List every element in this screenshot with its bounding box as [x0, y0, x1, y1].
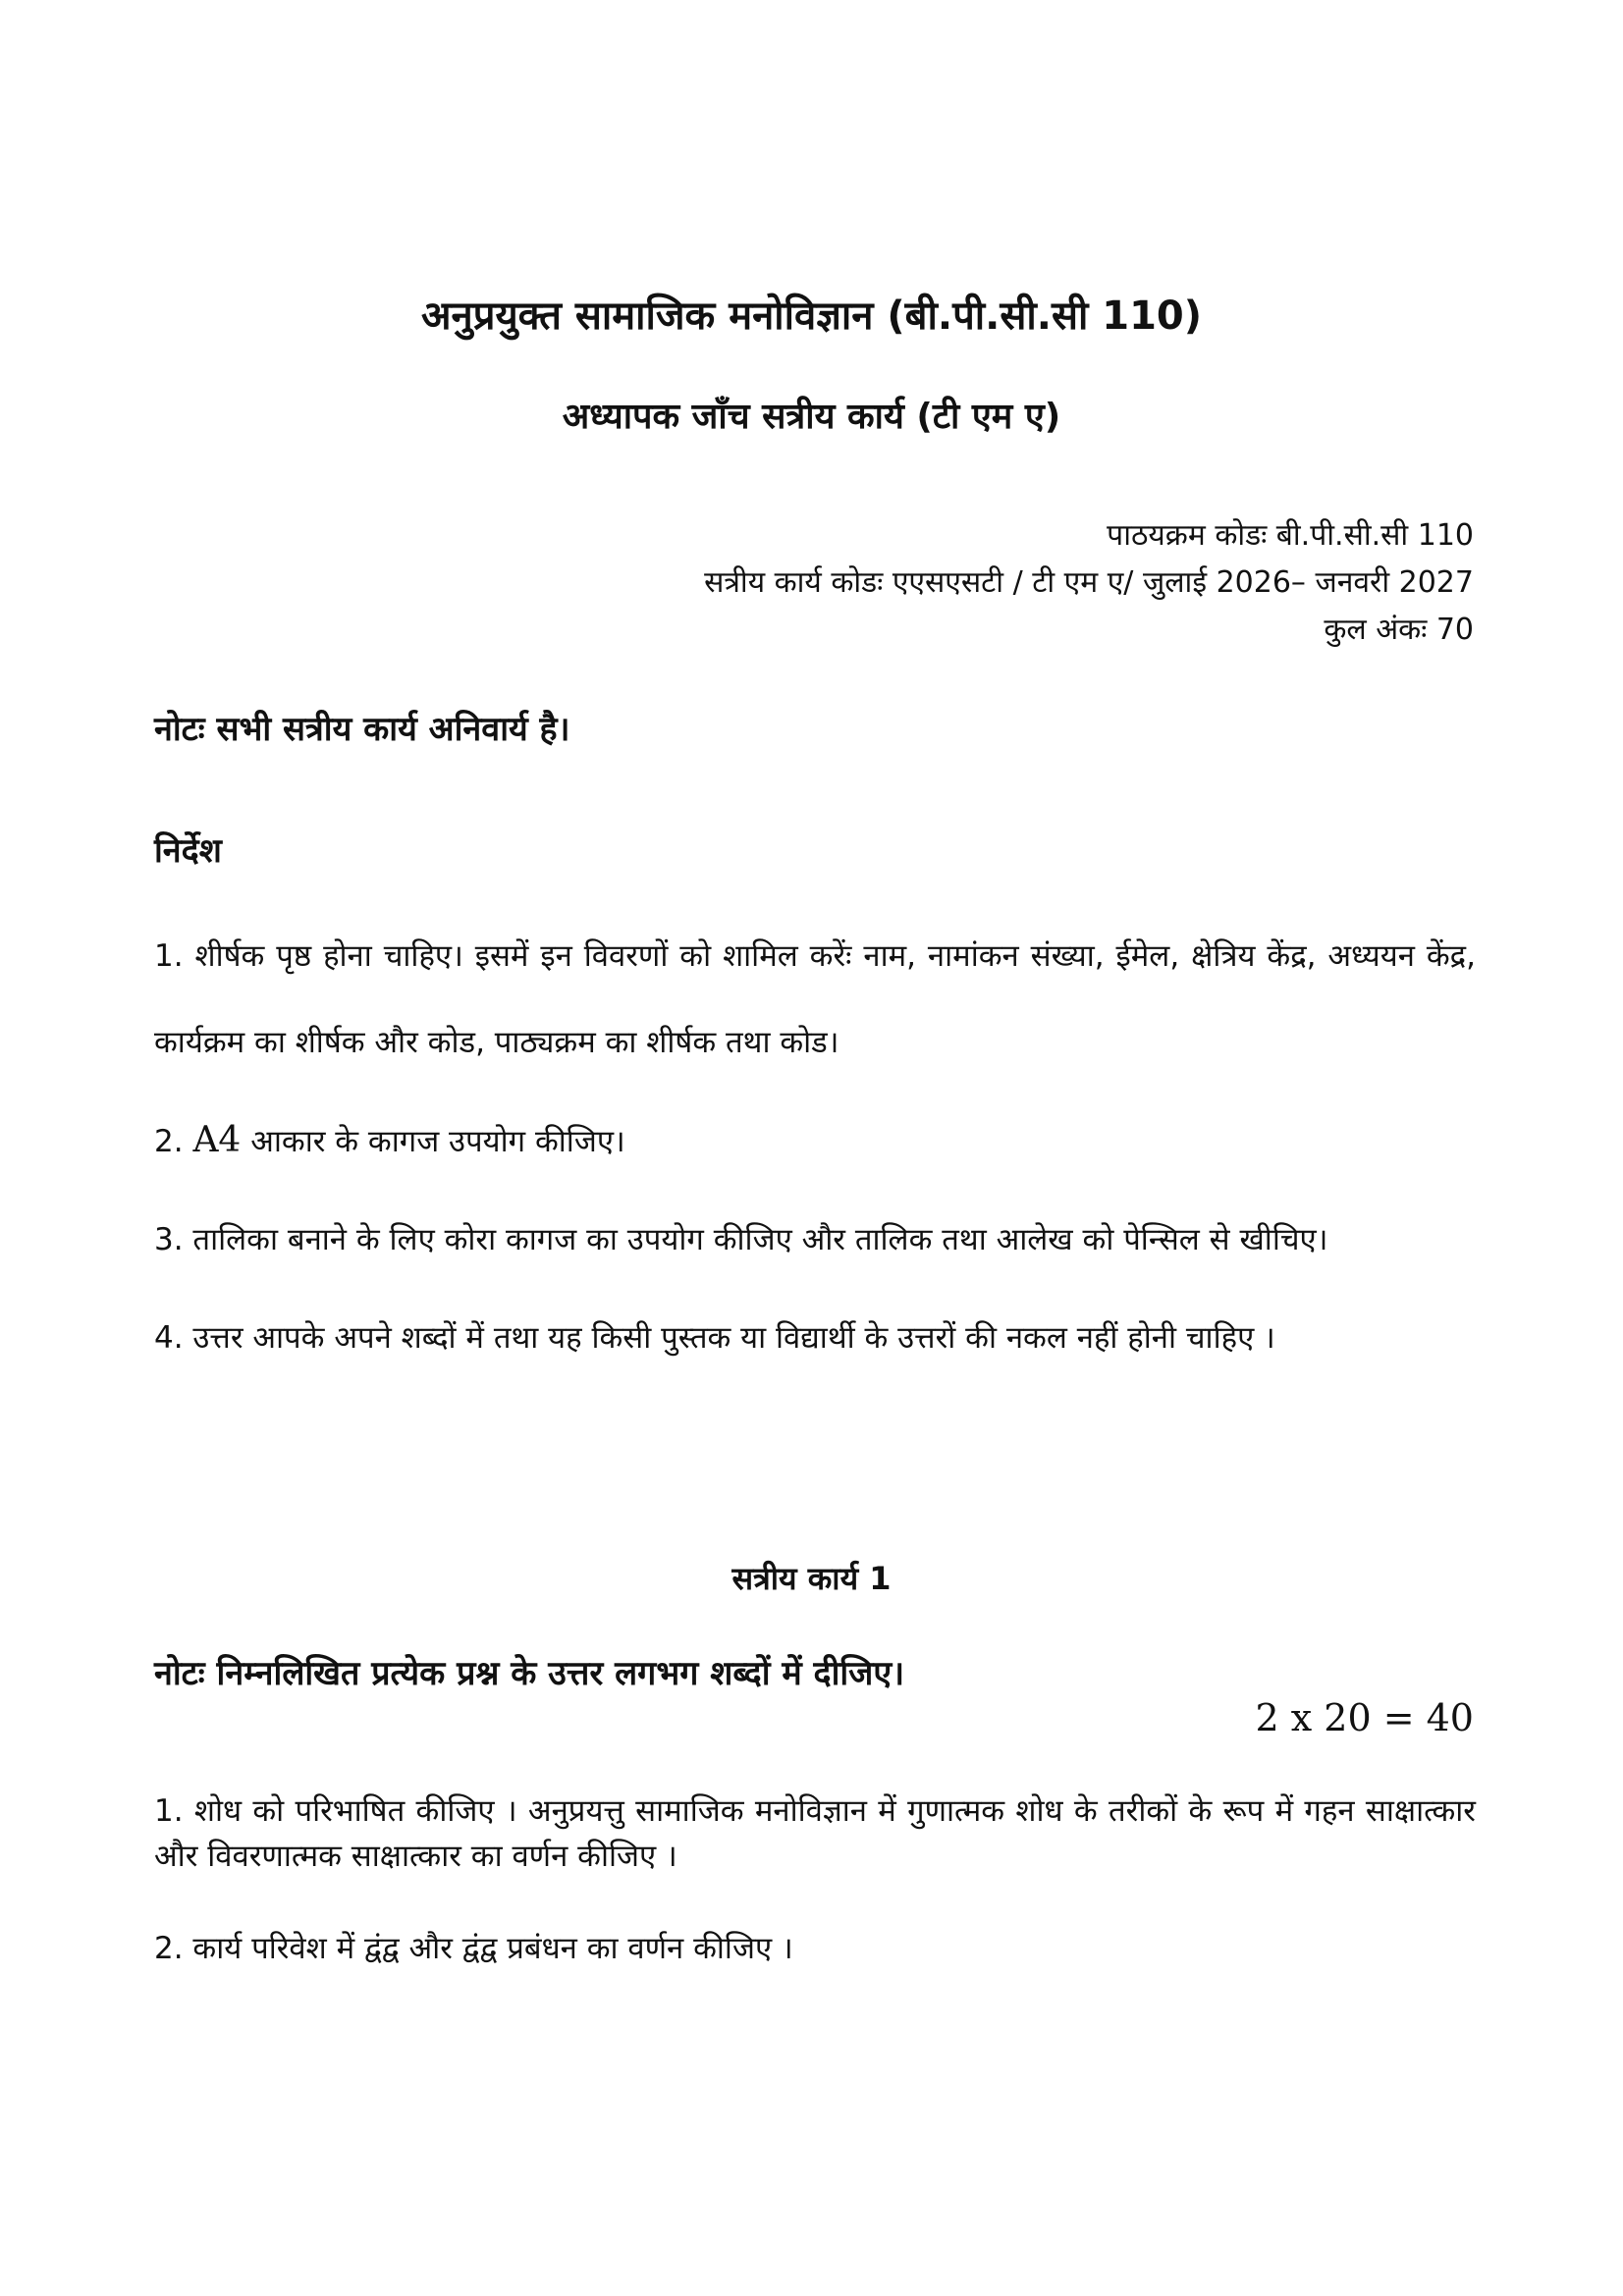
assignment-code: सत्रीय कार्य कोडः एएसएसटी / टी एम ए/ जुलाई 2026– जनवरी 2027 [704, 565, 1474, 600]
section-heading: सत्रीय कार्य 1 [731, 1560, 892, 1597]
instructions-heading: निर्देश [154, 831, 222, 871]
questions-list [154, 1789, 1476, 2018]
course-meta-block [704, 512, 1474, 654]
instructions-list [154, 913, 1476, 1393]
marks-allocation: 2 x 20 = 40 [1255, 1696, 1474, 1739]
instruction-item: 1. शीर्षक पृष्ठ होना चाहिए। इसमें इन विवरणों को शामिल करेंः नाम, नामांकन संख्या, ईमेल, क्षेत्रिय केंद्र, अध्ययन केंद्र, कार्यक्रम का शीर्षक और कोड, पाठ्यक्रम का शीर्षक तथा कोड। [154, 938, 1476, 1060]
instruction-item [154, 1097, 1476, 1185]
instruction-number: 2. [154, 1124, 193, 1159]
document-title: अनुप्रयुक्त सामाजिक मनोविज्ञान (बी.पी.सी.सी 110) [420, 294, 1203, 339]
paper-size-label: A4 [192, 1120, 242, 1160]
mandatory-note: नोटः सभी सत्रीय कार्य अनिवार्य है। [154, 710, 570, 749]
question-item: 2. कार्य परिवेश में द्वंद्व और द्वंद्व प्रबंधन का वर्णन कीजिए । [154, 1931, 793, 1966]
question-item: 1. शोध को परिभाषित कीजिए । अनुप्रयत्तु सामाजिक मनोविज्ञान में गुणात्मक शोध के तरीकों के रूप में गहन साक्षात्कार और विवरणात्मक साक्षात्कार का वर्णन कीजिए । [154, 1793, 1476, 1874]
section-note: नोटः निम्नलिखित प्रत्येक प्रश्न के उत्तर लगभग शब्दों में दीजिए। [154, 1654, 905, 1693]
instruction-item: 3. तालिका बनाने के लिए कोरा कागज का उपयोग कीजिए और तालिक तथा आलेख को पेन्सिल से खीचिए। [154, 1222, 1328, 1257]
instruction-text: आकार के कागज उपयोग कीजिए। [241, 1124, 625, 1159]
document-subtitle: अध्यापक जाँच सत्रीय कार्य (टी एम ए) [562, 397, 1061, 437]
instruction-item: 4. उत्तर आपके अपने शब्दों में तथा यह किसी पुस्तक या विद्यार्थी के उत्तरों की नकल नहीं होनी चाहिए । [154, 1320, 1275, 1356]
total-marks: कुल अंकः 70 [1324, 613, 1474, 647]
course-code: पाठयक्रम कोडः बी.पी.सी.सी 110 [1107, 518, 1474, 553]
